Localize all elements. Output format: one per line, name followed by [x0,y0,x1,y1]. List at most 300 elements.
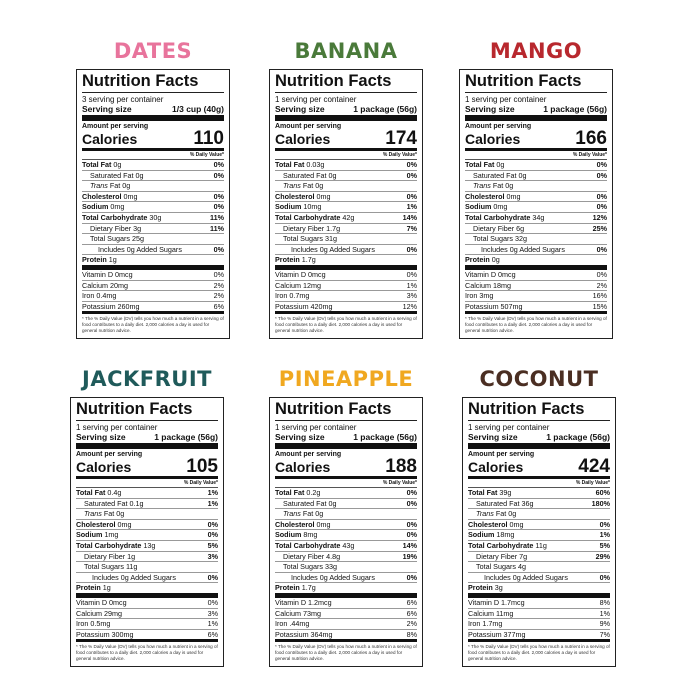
nutrient-row [465,160,607,171]
servings-per-container: 1 serving per container [76,423,158,432]
nutrient-row [275,160,417,171]
nutrient-name: Dietary Fiber 7g [476,551,528,561]
nutrient-name [275,255,316,265]
nutrient-name: Total Sugars 33g [283,562,337,572]
nutrient-amount: 0mg [504,191,521,201]
daily-value-percent: 2% [596,280,607,290]
nutrient-row [82,245,224,256]
nutrient-row [275,552,417,563]
nutrient-row [275,202,417,213]
nutrition-panel [459,38,613,339]
footnote: * The % Daily Value (DV) tells you how much a nutrient in a serving of food contributes to a daily diet. 2,000 calories a day is used for general nutrition advice. [82,316,224,334]
daily-value-percent: 1% [599,608,610,618]
nutrient-row [76,630,218,643]
nutrient-name [465,213,544,223]
nutrient-row [275,619,417,630]
nutrient-row [468,573,610,584]
nutrient-bold-name: Total Carbohydrate [275,212,341,222]
daily-value-percent: 12% [402,301,417,311]
nutrient-amount: 1.7g [299,255,316,265]
daily-value-percent: 0% [406,488,417,497]
nutrient-name [468,509,516,519]
nutrient-bold-name: Cholesterol [468,519,508,529]
nutrient-row [275,609,417,620]
daily-value-percent: 0% [406,170,417,180]
nutrient-name: Vitamin D 1.7mcg [468,597,525,607]
nutrient-row [76,619,218,630]
nutrient-bold-name: Cholesterol [82,191,122,201]
nutrient-name: Vitamin D 0mcg [275,269,326,279]
daily-value-percent: 7% [406,223,417,233]
daily-value-header: % Daily Value* [468,479,610,488]
nutrient-amount: Fat 0g [490,181,514,191]
servings-per-container: 1 serving per container [465,95,547,104]
nutrient-name [465,255,500,265]
daily-value-percent: 0% [596,170,607,180]
nutrition-facts-heading: Nutrition Facts [468,401,610,421]
calories-value: 174 [385,128,417,149]
daily-value-percent: 0% [213,170,224,180]
nutrient-amount: Fat 0g [300,181,324,191]
trans-label: Trans [90,181,108,191]
nutrient-amount: 18mg [494,530,515,540]
nutrient-name [275,520,331,530]
nutrient-row [468,609,610,620]
nutrient-row [275,181,417,192]
calories-value: 110 [193,128,224,149]
nutrient-name [76,509,124,519]
serving-size-label: Serving size [82,104,132,114]
nutrient-bold-name: Total Fat [82,160,112,169]
calories-label: Calories [82,131,138,147]
daily-value-percent: 6% [406,597,417,607]
nutrition-panel [269,366,423,667]
serving-size-value: 1 package (56g) [543,104,607,114]
nutrient-row [76,509,218,520]
nutrient-name: Iron 0.4mg [82,291,117,301]
nutrient-name: Dietary Fiber 6g [473,223,525,233]
nutrient-name: Includes 0g Added Sugars [484,572,568,582]
nutrient-name: Iron 0.7mg [275,291,310,301]
nutrient-name [275,192,331,202]
daily-value-percent: 180% [591,498,610,508]
nutrient-row [468,630,610,643]
nutrition-label [70,397,224,667]
nutrient-row [275,213,417,224]
nutrient-name: Total Sugars 31g [283,234,337,244]
fruit-title: DATES [113,39,193,63]
daily-value-percent: 3% [406,291,417,301]
servings-per-container: 3 serving per container [82,95,164,104]
daily-value-percent: 8% [406,629,417,639]
nutrient-row [275,281,417,292]
nutrient-row [82,302,224,315]
nutrient-row [76,541,218,552]
nutrient-bold-name: Total Fat [275,160,305,169]
nutrient-amount: 11g [533,540,547,550]
nutrient-amount: 1g [100,583,111,593]
nutrient-name: Includes 0g Added Sugars [481,244,565,254]
nutrient-name [82,202,124,212]
nutrient-bold-name: Sodium [82,202,109,212]
daily-value-header: % Daily Value* [275,479,417,488]
nutrition-label [269,397,423,667]
daily-value-percent: 0% [596,202,607,212]
nutrient-row [275,302,417,315]
nutrient-row [275,520,417,531]
trans-label: Trans [473,181,491,191]
daily-value-percent: 0% [213,244,224,254]
serving-size-row [275,104,417,121]
nutrient-row [76,520,218,531]
nutrient-bold-name: Total Carbohydrate [465,212,531,222]
nutrient-row [468,598,610,609]
nutrient-bold-name: Sodium [275,530,302,540]
serving-size-row [468,432,610,449]
nutrient-amount: 3g [492,583,503,593]
nutrient-bold-name: Total Carbohydrate [82,212,148,222]
nutrient-row [465,192,607,203]
nutrient-name: Vitamin D 0mcg [465,269,516,279]
nutrient-row [465,224,607,235]
daily-value-percent: 0% [599,519,610,529]
nutrient-name: Calcium 20mg [82,280,128,290]
nutrient-name: Includes 0g Added Sugars [291,572,375,582]
nutrient-row [275,171,417,182]
nutrient-bold-name: Cholesterol [465,191,505,201]
daily-value-percent: 5% [207,540,218,550]
daily-value-percent: 9% [599,619,610,629]
nutrient-name: Calcium 11mg [468,608,514,618]
nutrient-name: Dietary Fiber 1g [84,551,136,561]
nutrient-amount: 0mg [314,191,331,201]
servings-per-container: 1 serving per container [468,423,550,432]
nutrient-row [82,291,224,302]
nutrient-row [275,488,417,499]
nutrient-name [468,488,511,498]
nutrient-name: Total Sugars 25g [90,234,144,244]
nutrient-row [275,270,417,281]
calories-value: 166 [575,128,607,149]
serving-size-label: Serving size [468,432,518,442]
calories-row [275,456,417,479]
nutrient-name: Vitamin D 1.2mcg [275,597,332,607]
daily-value-percent: 2% [406,619,417,629]
nutrition-facts-heading: Nutrition Facts [275,401,417,421]
trans-label: Trans [283,181,301,191]
nutrient-name [468,520,524,530]
nutrient-row [82,255,224,270]
daily-value-header: % Daily Value* [82,151,224,160]
daily-value-percent: 7% [599,629,610,639]
daily-value-percent: 0% [596,269,607,279]
daily-value-percent: 0% [596,191,607,201]
nutrient-name: Total Sugars 11g [84,562,138,572]
daily-value-percent: 0% [406,191,417,201]
nutrient-bold-name: Cholesterol [76,519,116,529]
nutrient-amount: 0g [494,160,505,169]
nutrient-name: Potassium 300mg [76,629,134,639]
nutrient-name: Calcium 73mg [275,608,321,618]
nutrient-row [468,509,610,520]
nutrient-row [468,552,610,563]
nutrient-row [465,213,607,224]
nutrient-name [82,192,138,202]
nutrient-amount: 1mg [102,530,119,540]
nutrient-amount: 13g [141,540,156,550]
daily-value-header: % Daily Value* [76,479,218,488]
daily-value-percent: 11% [210,223,224,233]
nutrient-row [468,562,610,573]
nutrient-name: Includes 0g Added Sugars [291,244,375,254]
nutrient-row [465,255,607,270]
nutrient-row [82,270,224,281]
nutrition-facts-heading: Nutrition Facts [76,401,218,421]
daily-value-percent: 0% [207,597,218,607]
daily-value-percent: 3% [207,551,218,561]
nutrient-row [468,499,610,510]
nutrient-name: Potassium 420mg [275,301,333,311]
nutrient-row [76,562,218,573]
serving-size-label: Serving size [76,432,126,442]
nutrient-name [76,583,111,593]
footnote: * The % Daily Value (DV) tells you how much a nutrient in a serving of food contributes to a daily diet. 2,000 calories a day is used for general nutrition advice. [468,644,610,662]
nutrient-name: Total Sugars 4g [476,562,526,572]
nutrient-amount: 0.2g [304,488,321,497]
nutrient-row [76,609,218,620]
nutrient-amount: 0.4g [105,488,122,497]
nutrient-row [275,630,417,643]
calories-row [275,128,417,151]
nutrient-row [275,255,417,270]
daily-value-percent: 1% [599,530,610,540]
nutrition-panel [462,366,616,667]
nutrient-row [275,224,417,235]
nutrition-label [269,69,423,339]
nutrient-name: Total Sugars 32g [473,234,527,244]
daily-value-percent: 0% [599,572,610,582]
nutrient-row [465,281,607,292]
nutrient-name [275,541,354,551]
nutrient-row [275,291,417,302]
daily-value-percent: 0% [406,498,417,508]
nutrient-amount: 1g [106,255,117,265]
nutrient-name: Potassium 260mg [82,301,140,311]
nutrient-name: Iron 1.7mg [468,619,503,629]
daily-value-percent: 5% [599,540,610,550]
serving-size-label: Serving size [275,432,325,442]
daily-value-percent: 0% [596,160,607,169]
nutrition-facts-heading: Nutrition Facts [465,73,607,93]
serving-size-value: 1 package (56g) [154,432,218,442]
nutrition-panel [76,38,230,339]
nutrient-name [275,509,323,519]
nutrition-panel [269,38,423,339]
nutrient-amount: 30g [147,212,162,222]
daily-value-percent: 1% [207,498,218,508]
nutrient-name: Dietary Fiber 1.7g [283,223,341,233]
trans-label: Trans [84,509,102,519]
nutrient-bold-name: Sodium [465,202,492,212]
daily-value-percent: 25% [592,223,607,233]
daily-value-percent: 0% [213,269,224,279]
serving-size-row [275,432,417,449]
daily-value-percent: 0% [213,191,224,201]
calories-label: Calories [465,131,521,147]
footnote: * The % Daily Value (DV) tells you how much a nutrient in a serving of food contributes to a daily diet. 2,000 calories a day is used for general nutrition advice. [275,644,417,662]
nutrient-name: Dietary Fiber 4.8g [283,551,341,561]
nutrient-name: Includes 0g Added Sugars [98,244,182,254]
serving-size-value: 1 package (56g) [353,432,417,442]
nutrient-bold-name: Total Fat [468,488,498,497]
nutrient-row [275,562,417,573]
nutrient-row [275,583,417,598]
daily-value-percent: 15% [592,301,607,311]
daily-value-percent: 16% [592,291,607,301]
nutrient-row [275,530,417,541]
nutrient-row [275,541,417,552]
daily-value-percent: 6% [213,301,224,311]
nutrient-name: Vitamin D 0mcg [76,597,127,607]
calories-row [76,456,218,479]
nutrient-row [275,192,417,203]
daily-value-percent: 1% [207,488,218,497]
daily-value-percent: 0% [406,519,417,529]
nutrient-bold-name: Total Carbohydrate [468,540,534,550]
nutrient-bold-name: Cholesterol [275,519,315,529]
nutrient-row [465,234,607,245]
nutrient-name [275,181,323,191]
daily-value-percent: 6% [207,629,218,639]
nutrient-row [468,530,610,541]
nutrient-amount: 0mg [121,191,138,201]
amount-per-serving: Amount per serving [76,451,143,458]
daily-value-percent: 14% [402,540,417,550]
nutrient-amount: 0mg [108,202,125,212]
calories-value: 105 [186,456,218,477]
nutrient-name [465,160,504,170]
nutrition-facts-heading: Nutrition Facts [82,73,224,93]
nutrient-name: Potassium 507mg [465,301,523,311]
nutrient-name [82,213,161,223]
nutrient-name [76,520,132,530]
nutrient-row [468,541,610,552]
nutrient-name: Iron .44mg [275,619,310,629]
serving-size-row [465,104,607,121]
calories-row [468,456,610,479]
daily-value-percent: 6% [406,608,417,618]
nutrient-row [82,181,224,192]
nutrient-name [465,202,507,212]
nutrient-name: Saturated Fat 0g [90,170,144,180]
nutrient-row [275,499,417,510]
nutrient-row [76,530,218,541]
nutrient-row [76,552,218,563]
nutrient-amount: 42g [340,212,355,222]
nutrient-row [76,499,218,510]
nutrient-name: Calcium 12mg [275,280,321,290]
nutrient-amount: 0.03g [304,160,325,169]
nutrient-name: Includes 0g Added Sugars [92,572,176,582]
nutrient-name: Saturated Fat 36g [476,498,534,508]
nutrient-name [468,530,514,540]
daily-value-percent: 1% [406,280,417,290]
nutrient-amount: 0mg [491,202,508,212]
nutrient-amount: 0g [111,160,122,169]
nutrient-row [82,160,224,171]
nutrient-name: Vitamin D 0mcg [82,269,133,279]
nutrient-row [468,520,610,531]
amount-per-serving: Amount per serving [465,123,532,130]
nutrient-row [275,573,417,584]
nutrient-name [82,181,130,191]
footnote: * The % Daily Value (DV) tells you how much a nutrient in a serving of food contributes to a daily diet. 2,000 calories a day is used for general nutrition advice. [275,316,417,334]
nutrient-row [275,234,417,245]
nutrient-name: Calcium 18mg [465,280,511,290]
daily-value-percent: 0% [207,572,218,582]
nutrient-row [465,291,607,302]
calories-label: Calories [275,459,331,475]
calories-value: 188 [385,456,417,477]
calories-value: 424 [578,456,610,477]
daily-value-percent: 1% [406,202,417,212]
daily-value-percent: 11% [210,212,224,222]
nutrient-row [468,583,610,598]
nutrient-name [275,488,320,498]
nutrient-amount: 0mg [314,519,331,529]
nutrient-name [275,160,324,170]
nutrient-amount: 1.7g [299,583,316,593]
serving-size-label: Serving size [465,104,515,114]
calories-label: Calories [468,459,524,475]
footnote: * The % Daily Value (DV) tells you how much a nutrient in a serving of food contributes to a daily diet. 2,000 calories a day is used for general nutrition advice. [76,644,218,662]
calories-label: Calories [76,459,132,475]
nutrient-bold-name: Total Fat [76,488,106,497]
nutrient-row [465,245,607,256]
daily-value-percent: 0% [406,572,417,582]
nutrient-bold-name: Cholesterol [275,191,315,201]
nutrient-row [275,509,417,520]
servings-per-container: 1 serving per container [275,95,357,104]
nutrient-name [465,192,521,202]
nutrient-name [468,541,547,551]
daily-value-percent: 0% [406,244,417,254]
nutrient-row [82,171,224,182]
trans-label: Trans [476,509,494,519]
nutrient-row [468,619,610,630]
nutrient-row [465,181,607,192]
nutrient-name [275,213,354,223]
serving-size-row [76,432,218,449]
nutrition-label [459,69,613,339]
serving-size-value: 1 package (56g) [546,432,610,442]
nutrition-panel [70,366,224,667]
nutrient-row [76,583,218,598]
nutrient-row [76,598,218,609]
amount-per-serving: Amount per serving [468,451,535,458]
nutrient-amount: 39g [497,488,512,497]
nutrient-amount: Fat 0g [300,509,324,519]
nutrient-bold-name: Total Fat [465,160,495,169]
servings-per-container: 1 serving per container [275,423,357,432]
nutrient-amount: 34g [530,212,545,222]
nutrient-row [82,192,224,203]
nutrient-name: Calcium 29mg [76,608,122,618]
daily-value-percent: 8% [599,597,610,607]
nutrition-label [462,397,616,667]
daily-value-percent: 19% [402,551,417,561]
nutrient-bold-name: Sodium [275,202,302,212]
